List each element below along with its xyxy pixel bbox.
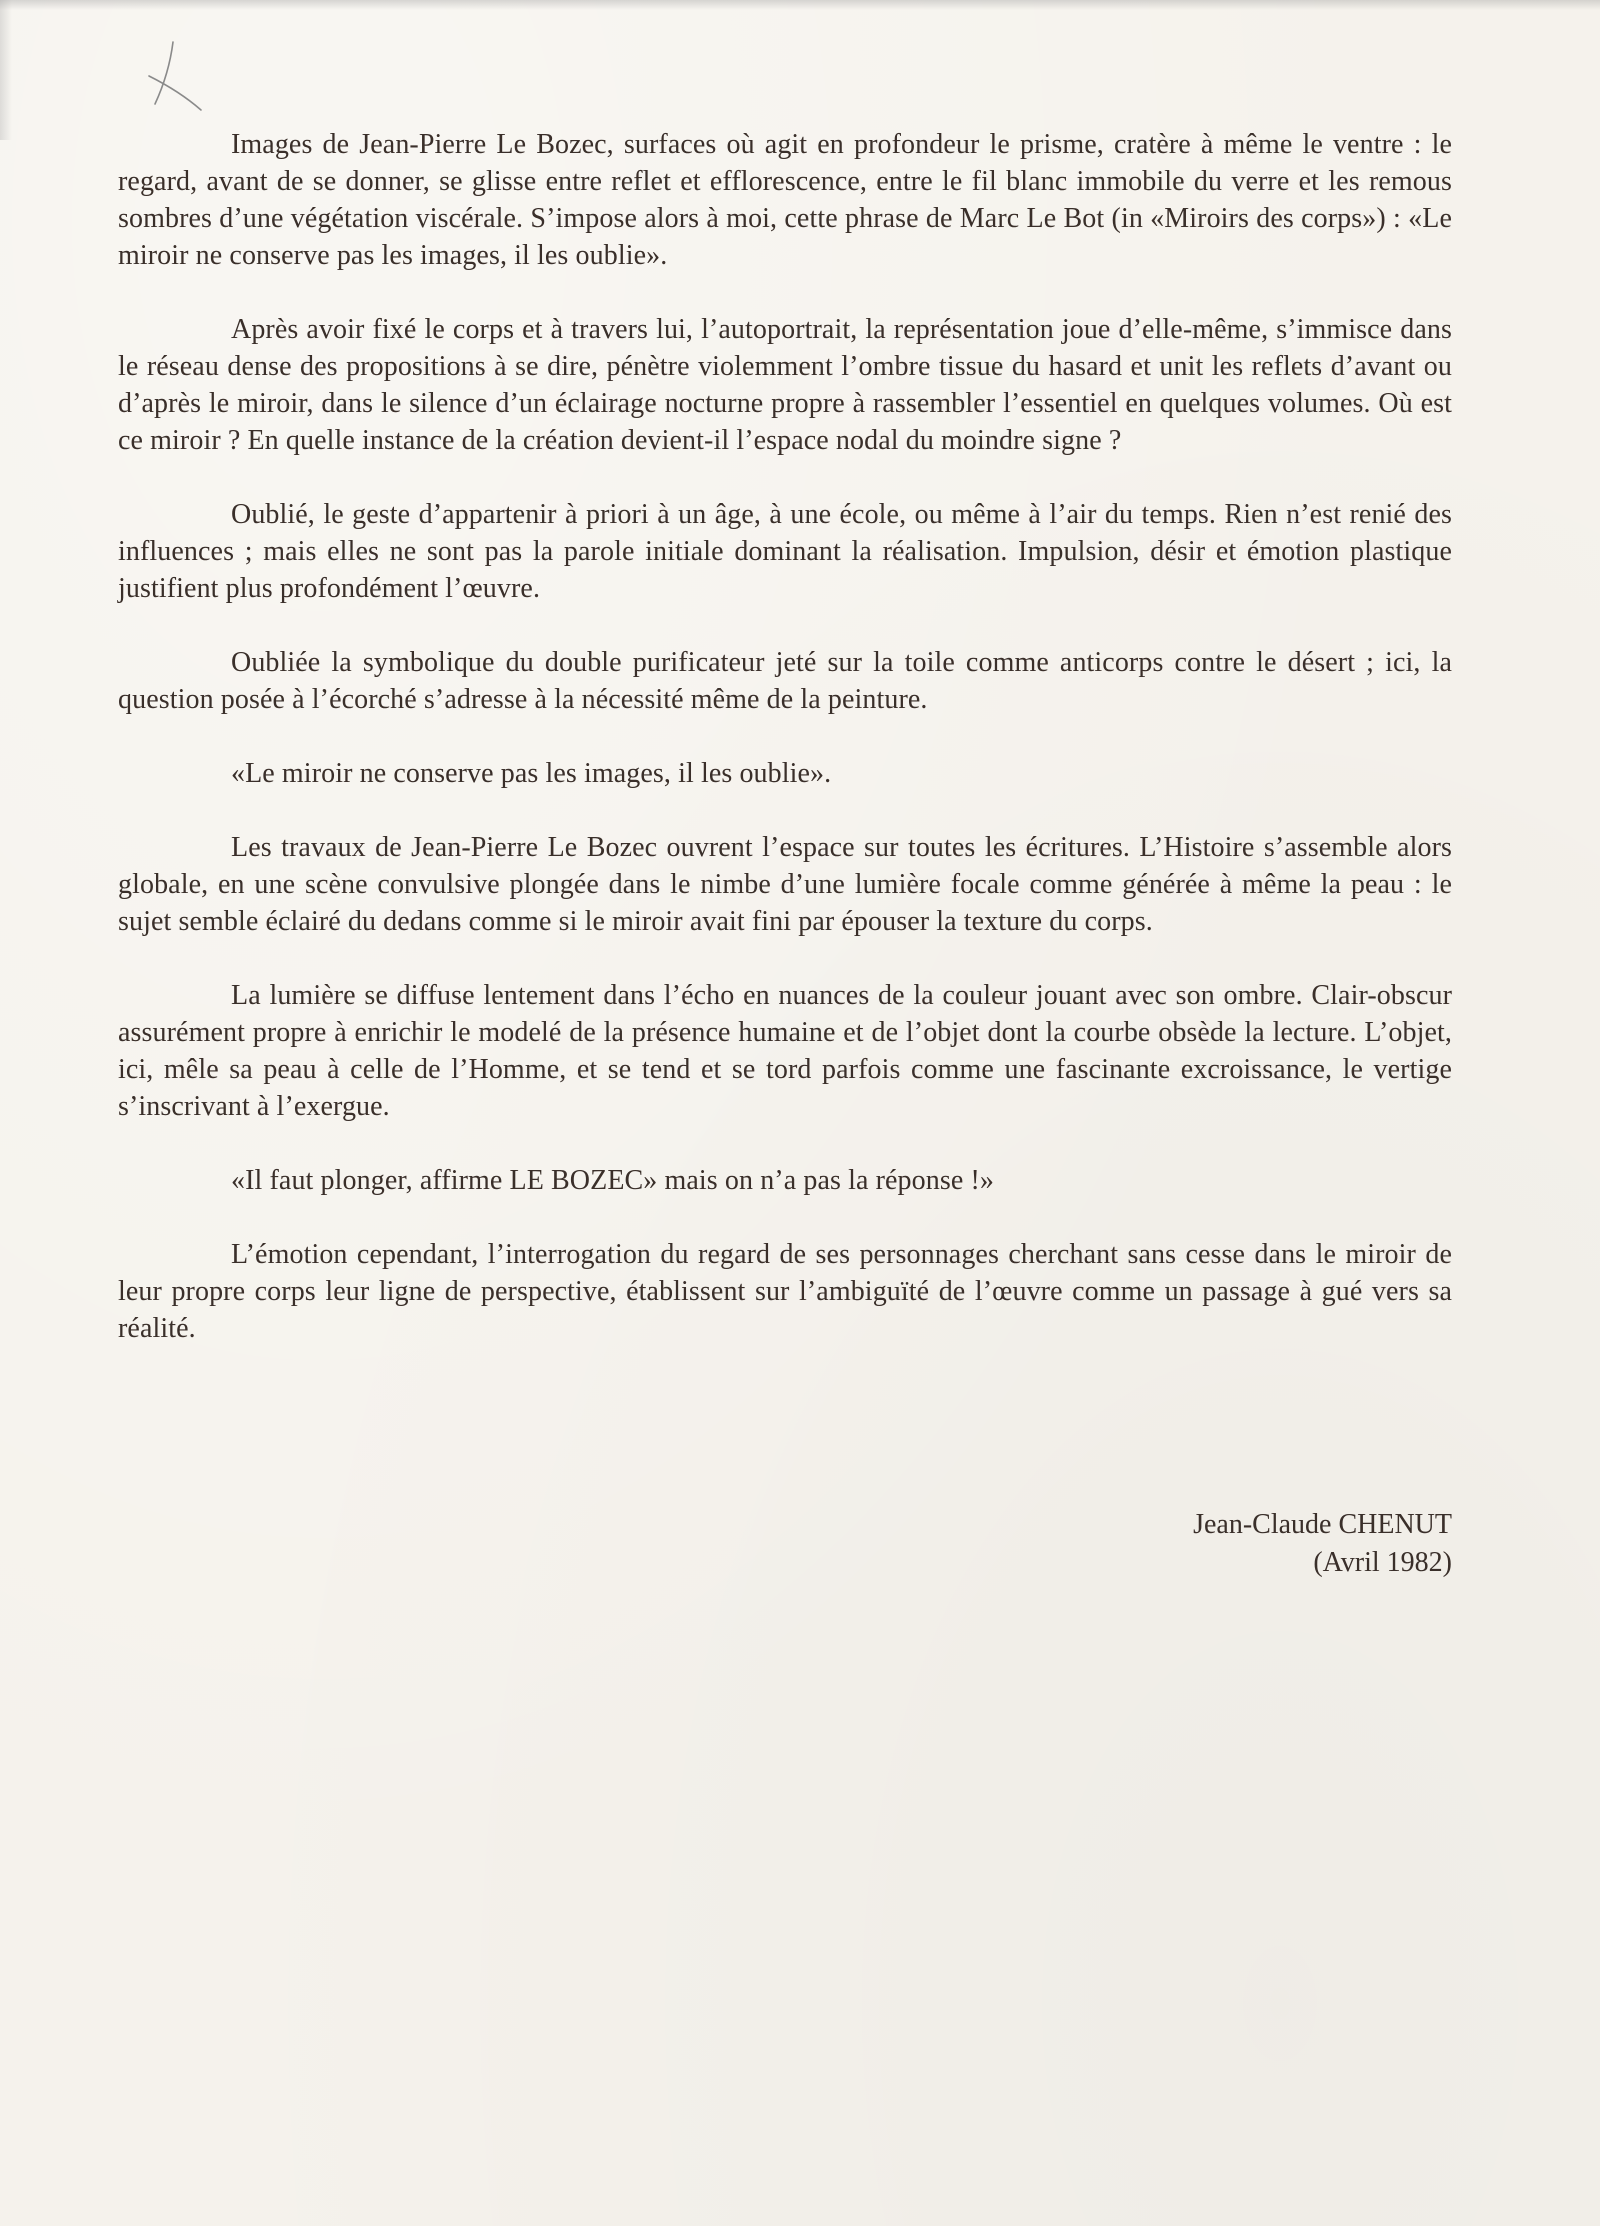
paragraph-3: Oublié, le geste d’appartenir à priori à un âge, à une école, ou même à l’air du temps. Rien n’est renié des influences ; mais elles ne sont pas la parole initiale dominant la réalisation. Impulsion, désir et émotion plastique justifient plus profondément l’œuvre.	[118, 499, 1452, 604]
paragraph-7: L’émotion cependant, l’interrogation du regard de ses personnages cherchant sans cesse dans le miroir de leur propre corps leur ligne de perspective, établissent sur l’ambiguïté de l’œuvre comme un passage à gué vers sa réalité.	[118, 1239, 1452, 1344]
paragraph-6: La lumière se diffuse lentement dans l’écho en nuances de la couleur jouant avec son ombre. Clair-obscur assurément propre à enrichir le modelé de la présence humaine et de l’objet dont la courbe obsède la lecture. L’objet, ici, mêle sa peau à celle de l’Homme, et se tend et se tord parfois comme une fascinante excroissance, le vertige s’inscrivant à l’exergue.	[118, 980, 1452, 1122]
handwritten-x-mark	[145, 38, 205, 118]
scan-edge-shadow	[0, 0, 1600, 10]
quote-line: «Le miroir ne conserve pas les images, il les oublie».	[231, 758, 832, 789]
paragraph-5: Les travaux de Jean-Pierre Le Bozec ouvrent l’espace sur toutes les écritures. L’Histoire s’assemble alors globale, en une scène convulsive plongée dans le nimbe d’une lumière focale comme générée à même la peau : le sujet semble éclairé du dedans comme si le miroir avait fini par épouser la texture du corps.	[118, 832, 1452, 937]
author-name: Jean-Claude CHENUT	[1193, 1509, 1452, 1540]
signature-date: (Avril 1982)	[1313, 1547, 1452, 1578]
quote-line-2: «Il faut plonger, affirme LE BOZEC» mais on n’a pas la réponse !»	[231, 1165, 994, 1196]
paragraph-4: Oubliée la symbolique du double purificateur jeté sur la toile comme anticorps contre le désert ; ici, la question posée à l’écorché s’adresse à la nécessité même de la peinture.	[118, 647, 1452, 715]
paragraph-1: Images de Jean-Pierre Le Bozec, surfaces où agit en profondeur le prisme, cratère à même le ventre : le regard, avant de se donner, se glisse entre reflet et efflorescence, entre le fil blanc immobile du verre et les remous sombres d’une végétation viscérale. S’impose alors à moi, cette phrase de Marc Le Bot (in «Miroirs des corps») : «Le miroir ne conserve pas les images, il les oublie».	[118, 129, 1452, 271]
scan-edge-shadow-left	[0, 0, 12, 140]
paragraph-2: Après avoir fixé le corps et à travers lui, l’autoportrait, la représentation joue d’elle-même, s’immisce dans le réseau dense des propositions à se dire, pénètre violemment l’ombre tissue du hasard et unit les reflets d’avant ou d’après le miroir, dans le silence d’un éclairage nocturne propre à rassembler l’essentiel en quelques volumes. Où est ce miroir ? En quelle instance de la création devient-il l’espace nodal du moindre signe ?	[118, 314, 1452, 456]
signature-block	[1193, 1506, 1452, 1582]
article-body	[118, 126, 1452, 1384]
